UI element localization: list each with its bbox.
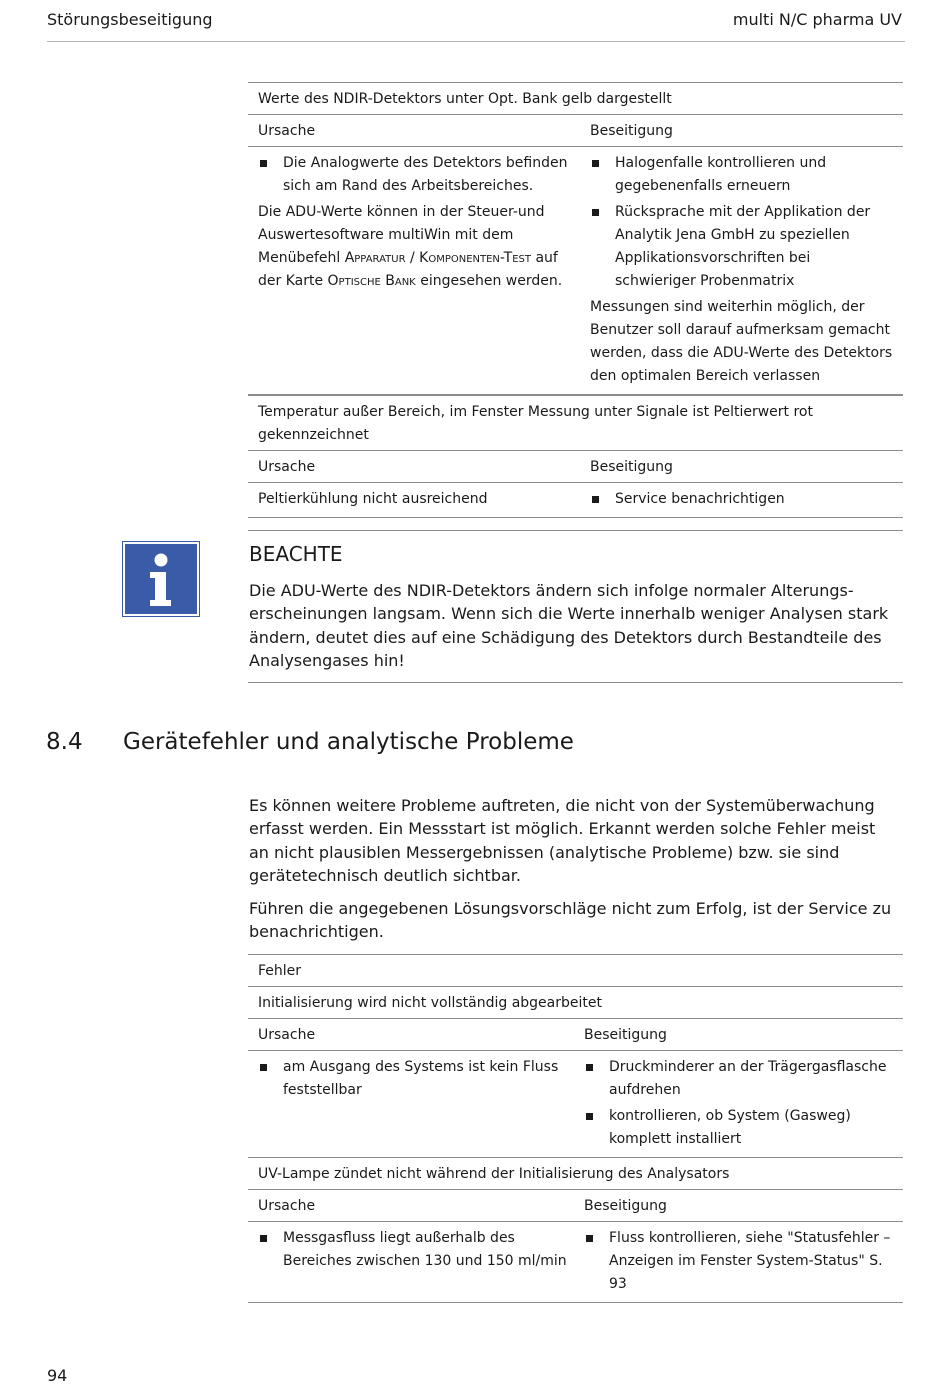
- troubleshooting-table-ndir: [248, 82, 903, 518]
- error-title: UV-Lampe zündet nicht während der Initialisierung des Analysators: [258, 1166, 730, 1182]
- fix-bullet: kontrollieren, ob System (Gasweg) komplett installiert: [584, 1105, 893, 1151]
- page-number: 94: [47, 1366, 68, 1385]
- cause-explanation: Die ADU-Werte können in der Steuer-und Auswertesoftware multiWin mit dem Menübefehl Apparatur / Komponenten-Test auf der Karte Optische Bank eingesehen werden.: [258, 204, 563, 289]
- running-header-chapter: Störungsbeseitigung: [47, 10, 213, 29]
- cause-cell: Peltierkühlung nicht ausreichend: [258, 491, 488, 507]
- error-title: Initialisierung wird nicht vollständig abgearbeitet: [258, 995, 602, 1011]
- note-rule-bottom: [248, 682, 903, 683]
- error-title: Werte des NDIR-Detektors unter Opt. Bank gelb dargestellt: [258, 91, 672, 107]
- fix-explanation: Messungen sind weiterhin möglich, der Benutzer soll darauf aufmerksam gemacht werden, dass die ADU-Werte des Detektors den optimalen Bereich verlassen: [590, 299, 893, 384]
- menu-command: Apparatur / Komponenten-Test: [344, 250, 532, 266]
- column-header-error: Fehler: [258, 963, 302, 979]
- column-header-cause: Ursache: [258, 123, 316, 139]
- cause-cell: [258, 152, 590, 391]
- fix-bullet: Halogenfalle kontrollieren und gegebenenfalls erneuern: [590, 152, 893, 198]
- table-row-header: [248, 1018, 903, 1050]
- table-row: [248, 482, 903, 518]
- info-icon: [123, 542, 199, 616]
- fix-cell: [590, 488, 893, 514]
- note-text: Die ADU-Werte des NDIR-Detektors ändern sich infolge normaler Alterungs-erscheinungen langsam. Wenn sich die Werte innerhalb weniger Analysen stark ändern, deutet dies auf eine Schädigung des Detektors durch Bestandteile des Analysengases hin!: [249, 581, 889, 670]
- section-title: Gerätefehler und analytische Probleme: [123, 729, 574, 755]
- fix-cell: [590, 152, 893, 391]
- note-rule-top: [248, 530, 903, 531]
- table-row-title: [248, 394, 903, 450]
- cause-bullet: am Ausgang des Systems ist kein Fluss feststellbar: [258, 1056, 570, 1102]
- header-rule: [47, 41, 905, 42]
- body-paragraph: Führen die angegebenen Lösungsvorschläge nicht zum Erfolg, ist der Service zu benachrichtigen.: [249, 899, 892, 942]
- column-header-cause: Ursache: [258, 1027, 316, 1043]
- column-header-fix: Beseitigung: [590, 123, 673, 139]
- fix-bullet: Service benachrichtigen: [590, 488, 893, 511]
- troubleshooting-table-device: [248, 954, 903, 1303]
- table-row-header: [248, 114, 903, 146]
- table-row-header: [248, 1189, 903, 1221]
- table-row-title: [248, 82, 903, 114]
- table-row: [248, 1050, 903, 1157]
- fix-cell: [584, 1227, 893, 1299]
- cause-cell: [258, 1056, 584, 1154]
- column-header-fix: Beseitigung: [584, 1027, 667, 1043]
- fix-cell: [584, 1056, 893, 1154]
- cause-bullet: Messgasfluss liegt außerhalb des Bereiches zwischen 130 und 150 ml/min: [258, 1227, 570, 1273]
- column-header-cause: Ursache: [258, 1198, 316, 1214]
- table-row-title: [248, 986, 903, 1018]
- column-header-fix: Beseitigung: [584, 1198, 667, 1214]
- running-header-product: multi N/C pharma UV: [732, 10, 902, 29]
- fix-bullet: Druckminderer an der Trägergasflasche aufdrehen: [584, 1056, 893, 1102]
- column-header-cause: Ursache: [258, 459, 316, 475]
- cause-cell: [258, 1227, 584, 1299]
- table-row: [248, 1221, 903, 1303]
- card-name: Optische Bank: [327, 273, 416, 289]
- fix-bullet: Fluss kontrollieren, siehe "Statusfehler – Anzeigen im Fenster System-Status" S. 93: [584, 1227, 893, 1296]
- section-number: 8.4: [46, 729, 83, 755]
- info-icon-glyph: [125, 544, 197, 614]
- table-row-title: [248, 1157, 903, 1189]
- body-paragraph: Es können weitere Probleme auftreten, die nicht von der Systemüberwachung erfasst werden. Ein Messstart ist möglich. Erkannt werden solche Fehler meist an nicht plausiblen Messergebnissen (analytische Probleme) bzw. sie sind gerätetechnisch deutlich sichtbar.: [249, 796, 876, 885]
- table-row-header: [248, 954, 903, 986]
- cause-bullet: Die Analogwerte des Detektors befinden sich am Rand des Arbeitsbereiches.: [258, 152, 576, 198]
- fix-bullet: Rücksprache mit der Applikation der Analytik Jena GmbH zu speziellen Applikationsvorschriften bei schwieriger Probenmatrix: [590, 201, 893, 293]
- note-title: BEACHTE: [249, 542, 343, 566]
- table-row: [248, 146, 903, 394]
- error-title: Temperatur außer Bereich, im Fenster Messung unter Signale ist Peltierwert rot gekennzeichnet: [258, 404, 813, 443]
- column-header-fix: Beseitigung: [590, 459, 673, 475]
- table-row-header: [248, 450, 903, 482]
